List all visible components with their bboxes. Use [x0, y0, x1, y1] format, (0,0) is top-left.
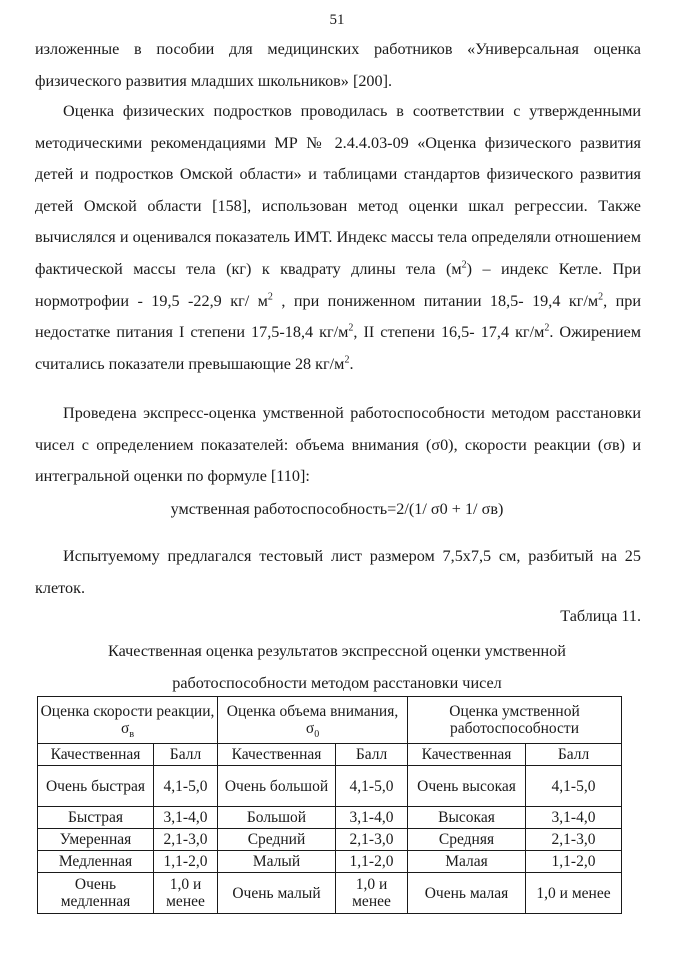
table-cell: Очень быстрая	[38, 766, 154, 807]
column-header-score: Балл	[154, 744, 218, 766]
table-cell: 2,1-3,0	[526, 829, 622, 851]
p2-text-d: , при недостатке питания I степени 17,5-18,4 кг/м	[35, 291, 642, 342]
table-row	[38, 829, 622, 851]
p2-sup-5: 2	[544, 322, 550, 334]
group-header-reaction-speed: Оценка скорости реакции, $\sigma_в$	[38, 697, 218, 744]
column-header-qualitative: Качественная	[218, 744, 336, 766]
p2-text-g: .	[349, 354, 354, 373]
p2-sup-3: 2	[598, 291, 604, 303]
table-row	[38, 873, 622, 914]
table-cell: 1,0 и менее	[154, 873, 218, 914]
table-cell: 1,0 и менее	[336, 873, 408, 914]
table-cell: 3,1-4,0	[336, 807, 408, 829]
table-cell: Очень большой	[218, 766, 336, 807]
table-cell: Малый	[218, 851, 336, 873]
table-cell: Высокая	[408, 807, 526, 829]
table-row	[38, 851, 622, 873]
table-cell: 1,1-2,0	[526, 851, 622, 873]
column-header-qualitative: Качественная	[408, 744, 526, 766]
paragraph-1: изложенные в пособии для медицинских работников «Универсальная оценка физического развития младших школьников» [200].	[35, 40, 641, 90]
table-cell: 4,1-5,0	[526, 766, 622, 807]
table-cell: Очень медленная	[38, 873, 154, 914]
table-title-line-1: Качественная оценка результатов экспрессной оценки умственной	[108, 642, 566, 660]
table-cell: 4,1-5,0	[154, 766, 218, 807]
table-row	[38, 807, 622, 829]
table-label: Таблица 11.	[560, 607, 641, 625]
column-header-qualitative: Качественная	[38, 744, 154, 766]
p2-text-c: , при пониженном питании 18,5- 19,4 кг/м	[272, 291, 599, 310]
p2-sup-6: 2	[344, 354, 350, 366]
table-cell: 1,0 и менее	[526, 873, 622, 914]
table-cell: Быстрая	[38, 807, 154, 829]
table-cell: Малая	[408, 851, 526, 873]
table-cell: Очень малая	[408, 873, 526, 914]
paragraph-2	[35, 96, 641, 380]
table-cell: Умеренная	[38, 829, 154, 851]
p2-text-a: Оценка физических подростков проводилась в соответствии с утвержденными методическими рекомендациями МР № 2.4.4.03-09 «Оценка физического развития детей и подростков Омской области» и таблицами стандартов физического развития детей Омской области [158], использован метод оценки шкал регрессии. Также вычислялся и оценивался показатель ИМТ. Индекс массы тела определяли отношением фактической массы тела (кг) к квадрату длины тела (м	[35, 102, 641, 278]
table-cell: 1,1-2,0	[154, 851, 218, 873]
formula: умственная работоспособность=2/(1/ σ0 + 1/ σв)	[170, 500, 504, 518]
p2-text-e: , II степени 16,5- 17,4 кг/м	[353, 323, 545, 342]
table-cell: Средняя	[408, 829, 526, 851]
table-cell: Очень малый	[218, 873, 336, 914]
table-cell: 2,1-3,0	[336, 829, 408, 851]
table-title-line-2: работоспособности методом расстановки чисел	[172, 673, 502, 692]
table-cell: Средний	[218, 829, 336, 851]
paragraph-3: Проведена экспресс-оценка умственной работоспособности методом расстановки чисел с определением показателей: объема внимания (σ0), скорости реакции (σв) и интегральной оценки по формуле [110]:	[35, 404, 641, 486]
p2-sup-1: 2	[461, 259, 467, 271]
table-cell: 4,1-5,0	[336, 766, 408, 807]
table-cell: 3,1-4,0	[154, 807, 218, 829]
p2-text-b: ) – индекс Кетле. При нормотрофии - 19,5 -22,9 кг/ м	[35, 259, 641, 310]
group-header-attention-volume: Оценка объема внимания, $\sigma_0$	[218, 697, 408, 744]
column-header-score: Балл	[526, 744, 622, 766]
table-cell: 3,1-4,0	[526, 807, 622, 829]
table-group-header-row	[38, 697, 622, 744]
table-column-header-row	[38, 744, 622, 766]
group-header-mental-performance: Оценка умственной работоспособности	[408, 697, 622, 744]
page-number: 51	[329, 12, 345, 28]
table-title	[0, 636, 674, 699]
table-row	[38, 766, 622, 807]
p2-sup-4: 2	[348, 322, 354, 334]
p2-sup-2: 2	[267, 291, 273, 303]
table-cell: Большой	[218, 807, 336, 829]
table-cell: 1,1-2,0	[336, 851, 408, 873]
assessment-table	[37, 696, 622, 914]
p2-text-f: . Ожирением считались показатели превышающие 28 кг/м	[35, 323, 641, 373]
column-header-score: Балл	[336, 744, 408, 766]
table-cell: Медленная	[38, 851, 154, 873]
table-cell: Очень высокая	[408, 766, 526, 807]
table-cell: 2,1-3,0	[154, 829, 218, 851]
paragraph-4: Испытуемому предлагался тестовый лист размером 7,5х7,5 см, разбитый на 25 клеток.	[35, 547, 641, 597]
